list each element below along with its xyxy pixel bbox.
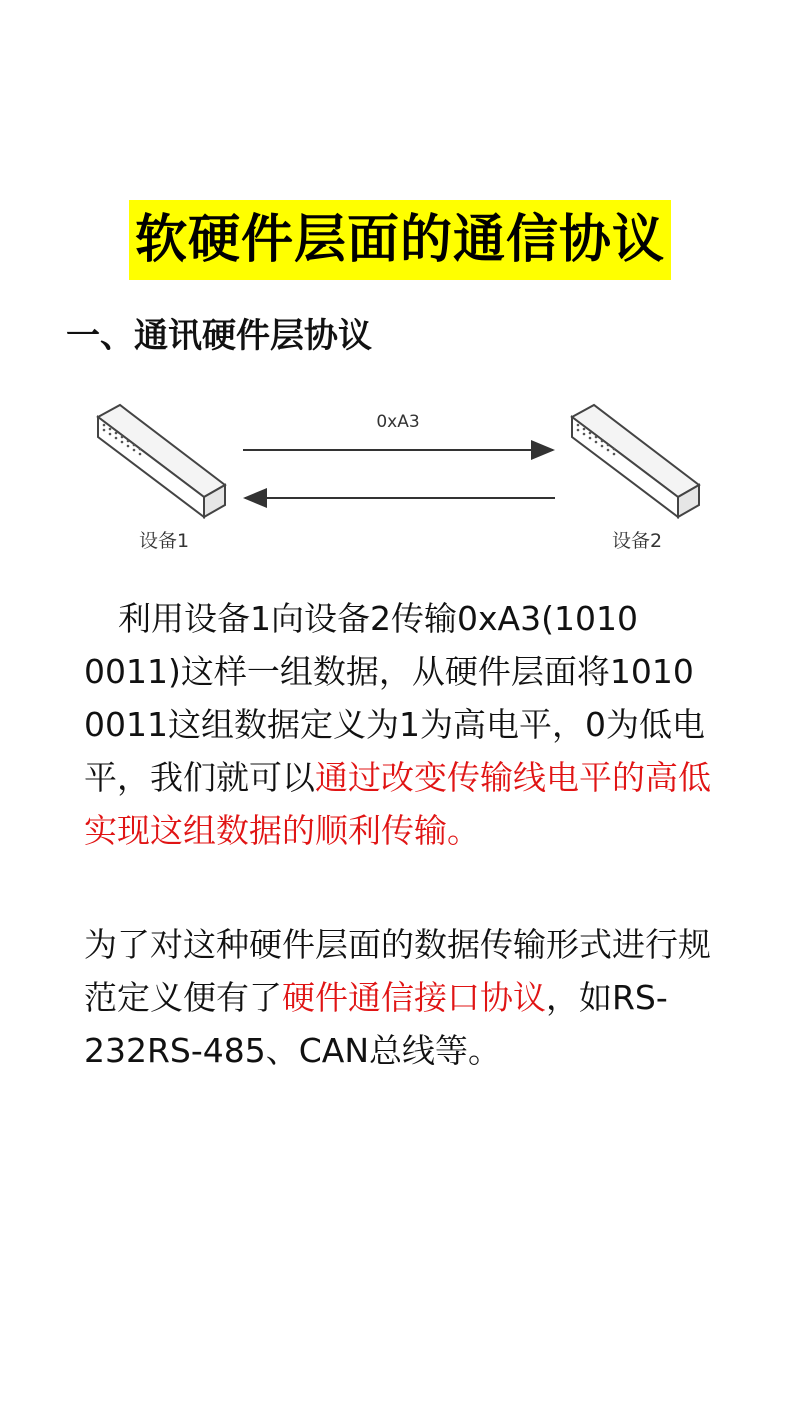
device1-icon	[98, 405, 225, 517]
paragraph2-text-after: ，如RS-232RS-485、CAN总线等。	[84, 978, 668, 1070]
title-container	[0, 200, 800, 280]
paragraph2-highlight: 硬件通信接口协议	[282, 978, 546, 1017]
device2-icon	[572, 405, 699, 517]
paragraph1-text: 利用设备1向设备2传输0xA3(1010 0011)这样一组数据，从硬件层面将1010 0011这组数据定义为1为高电平，0为低电平，我们就可以	[84, 599, 705, 797]
paragraph-hardware-transfer	[84, 592, 734, 857]
section-heading: 一、通讯硬件层协议	[66, 316, 372, 356]
communication-diagram	[80, 395, 720, 570]
device1-label: 设备1	[138, 530, 190, 552]
page-title: 软硬件层面的通信协议	[129, 200, 671, 280]
signal-label: 0xA3	[376, 412, 420, 432]
paragraph1-highlight: 通过改变传输线电平的高低实现这组数据的顺利传输。	[84, 758, 711, 850]
device2-label: 设备2	[611, 530, 663, 552]
paragraph-interface-protocol	[84, 918, 734, 1077]
paragraph2-text-before: 为了对这种硬件层面的数据传输形式进行规范定义便有了	[84, 925, 711, 1017]
